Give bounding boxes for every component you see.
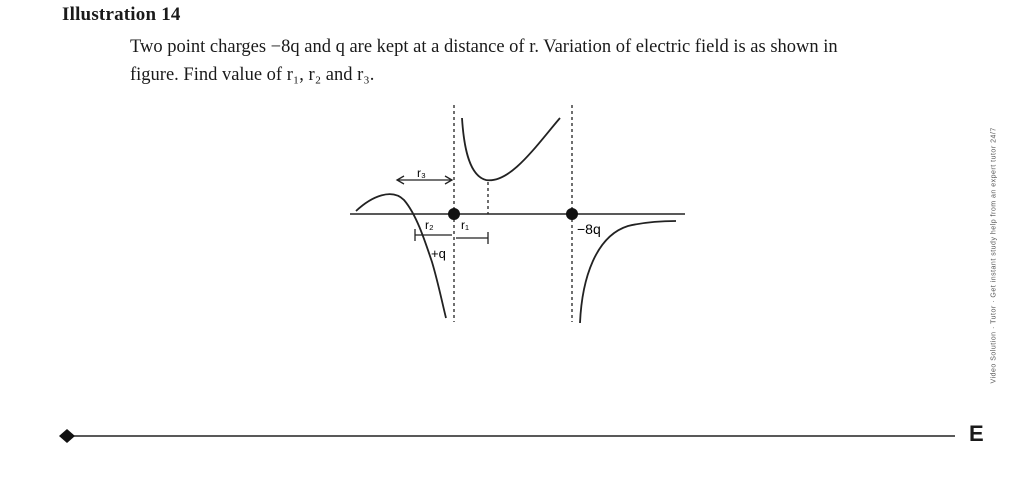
- negative-charge-label: −8q: [577, 221, 601, 237]
- problem-line-1: Two point charges −8q and q are kept at a distance of r. Variation of electric field is as shown in: [130, 37, 838, 57]
- r1-label: r₁: [461, 218, 470, 232]
- positive-charge-label: +q: [431, 246, 446, 261]
- problem-line-2: figure. Find value of r₁, r₂ and r₃.: [130, 65, 375, 85]
- positive-charge-dot: [448, 208, 460, 220]
- r3-label: r₃: [417, 166, 426, 180]
- sidebar-vertical-text: [962, 0, 1024, 410]
- r2-label: r₂: [425, 218, 434, 232]
- negative-charge-dot: [566, 208, 578, 220]
- illustration-heading: Illustration 14: [62, 4, 181, 25]
- sidebar-text: Video Solution · Tutor · Get instant study help from an expert tutor 24/7: [990, 127, 998, 384]
- footer-label: E: [969, 421, 984, 446]
- footer-diamond: [59, 429, 75, 443]
- field-curve-middle: [462, 118, 560, 180]
